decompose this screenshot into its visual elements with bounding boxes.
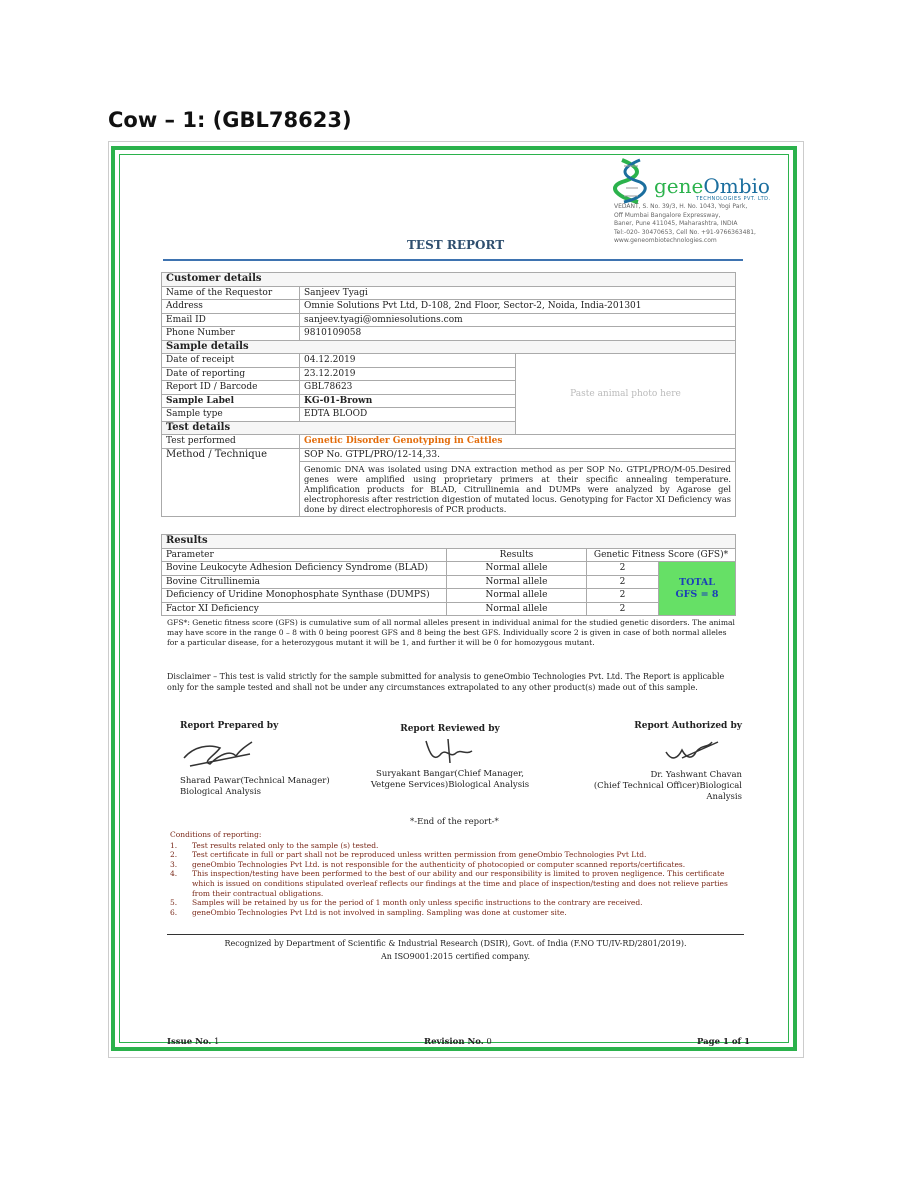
company-address: VEDANT, S. No. 39/3, H. No. 1043, Yogi Park, Off Mumbai Bangalore Expressway, Baner, Pune 411045, Maharashtra, INDIA Tel:-020- 30470653, Cell No. +91-9766363481, www.geneombiotechnologies.com	[614, 203, 756, 244]
section-customer: Customer details	[162, 273, 736, 287]
signature-prepared: Report Prepared by Sharad Pawar(Technical Manager) Biological Analysis	[180, 721, 330, 797]
brand-subname: TECHNOLOGIES PVT. LTD.	[696, 196, 771, 202]
table-row: Factor XI Deficiency Normal allele 2	[162, 602, 736, 616]
recognition: Recognized by Department of Scientific & Industrial Research (DSIR), Govt. of India (F.NO TU/IV-RD/2801/2019). An ISO9001:2015 certified company.	[224, 939, 687, 961]
signature-reviewed: Report Reviewed by Suryakant Bangar(Chief Manager, Vetgene Services)Biological Analysis	[370, 724, 530, 790]
section-test: Test details	[162, 421, 516, 435]
section-sample: Sample details	[162, 340, 736, 354]
table-row: Date of reporting 23.12.2019	[162, 367, 736, 381]
table-row: Bovine Leukocyte Adhesion Deficiency Syndrome (BLAD) Normal allele 2 TOTAL GFS = 8	[162, 562, 736, 576]
table-row: Address Omnie Solutions Pvt Ltd, D-108, 2nd Floor, Sector-2, Noida, India-201301	[162, 300, 736, 314]
table-row: Sample type EDTA BLOOD	[162, 408, 736, 422]
handwritten-signature-icon	[180, 736, 260, 772]
animal-photo-placeholder: Paste animal photo here	[516, 354, 736, 435]
total-gfs-badge: TOTAL GFS = 8	[659, 562, 736, 616]
end-of-report: *-End of the report-*	[410, 817, 499, 827]
issue-number: Issue No. 1	[167, 1037, 220, 1047]
table-row: Phone Number 9810109058	[162, 327, 736, 341]
conditions-of-reporting: Conditions of reporting: 1. Test results related only to the sample (s) tested. 2. Test certificate in full or part shall not be reproduced unless written permission from geneOmbio Technologies Pvt Ltd. 3. geneOmbio Technologies Pvt Ltd. is not responsible for the authenticity of photocopied or computer scanned reports/certificates. 4. This inspection/testing have been performed to the best of our ability and our responsibility is limited to proven negligence. This certificate which is issued on conditions stipulated overleaf reflects our findings at the time and place of inspection/testing and does not relieve parties from their contractual obligations. 5. Samples will be retained by us for the period of 1 month only unless specific instructions to the contrary are received. 6. geneOmbio Technologies Pvt Ltd is not involved in sampling. Sampling was done at customer site.	[170, 830, 745, 917]
results-header: Parameter Results Genetic Fitness Score (GFS)*	[162, 548, 736, 562]
table-row: Email ID sanjeev.tyagi@omniesolutions.com	[162, 313, 736, 327]
table-row: Deficiency of Uridine Monophosphate Synthase (DUMPS) Normal allele 2	[162, 589, 736, 603]
page-number: Page 1 of 1	[697, 1037, 751, 1047]
list-item: 4. This inspection/testing have been performed to the best of our ability and our responsibility is limited to proven negligence. This certificate which is issued on conditions stipulated overleaf reflects our findings at the time and place of inspection/testing and does not relieve parties from their contractual obligations.	[170, 869, 728, 898]
table-row: Date of receipt 04.12.2019 Paste animal photo here	[162, 354, 736, 368]
disclaimer: Disclaimer – This test is valid strictly for the sample submitted for analysis to geneOmbio Technologies Pvt. Ltd. The Report is applicable only for the sample tested and shall not be under any circumstances extrapolated to any other product(s) made out of this sample.	[167, 672, 725, 692]
report-title: TEST REPORT	[407, 238, 505, 252]
results-table	[161, 534, 736, 616]
page-heading: Cow – 1: (GBL78623)	[108, 108, 352, 132]
gfs-note: GFS*: Genetic fitness score (GFS) is cumulative sum of all normal alleles present in individual animal for the studied genetic disorders. The animal may have score in the range 0 – 8 with 0 being poorest GFS and 8 being the best GFS. Individually score 2 is given in case of both normal alleles for a particular disease, for a heterozygous mutant it will be 1, and further it will be 0 for homozygous mutant.	[167, 618, 735, 647]
method-description: Genomic DNA was isolated using DNA extraction method as per SOP No. GTPL/PRO/M-05.Desired genes were amplified using proprietary primers at their specific annealing temperature. Amplification products for BLAD, Citrullinemia and DUMPs were analyzed by Agarose gel electrophoresis after restriction digestion of mutated locus. Genotyping for Factor XI Deficiency was done by direct electrophoresis of PCR products.	[300, 462, 736, 517]
handwritten-signature-icon	[662, 732, 722, 766]
table-row: Bovine Citrullinemia Normal allele 2	[162, 575, 736, 589]
section-results: Results	[162, 535, 736, 549]
signature-authorized: Report Authorized by Dr. Yashwant Chavan (Chief Technical Officer)Biological Analysis	[593, 721, 742, 802]
revision-number: Revision No. 0	[424, 1037, 492, 1047]
list-item: 6. geneOmbio Technologies Pvt Ltd is not involved in sampling. Sampling was done at customer site.	[170, 907, 567, 917]
table-row: Method / Technique SOP No. GTPL/PRO/12-14,33.	[162, 448, 736, 462]
list-item: 1. Test results related only to the sample (s) tested.	[170, 840, 379, 850]
table-row: Name of the Requestor Sanjeev Tyagi	[162, 286, 736, 300]
list-item: 5. Samples will be retained by us for the period of 1 month only unless specific instructions to the contrary are received.	[170, 898, 643, 908]
details-table	[161, 272, 736, 517]
handwritten-signature-icon	[420, 735, 480, 765]
title-underline	[163, 259, 743, 261]
table-row: Sample Label KG-01-Brown	[162, 394, 736, 408]
list-item: 2. Test certificate in full or part shall not be reproduced unless written permission from geneOmbio Technologies Pvt Ltd.	[170, 850, 647, 860]
table-row: Test performed Genetic Disorder Genotyping in Cattles	[162, 435, 736, 449]
divider	[167, 934, 744, 935]
brand-name: geneOmbio	[654, 174, 770, 198]
list-item: 3. geneOmbio Technologies Pvt Ltd. is not responsible for the authenticity of photocopied or computer scanned reports/certificates.	[170, 859, 686, 869]
table-row: Report ID / Barcode GBL78623	[162, 381, 736, 395]
dna-helix-icon	[612, 158, 652, 204]
